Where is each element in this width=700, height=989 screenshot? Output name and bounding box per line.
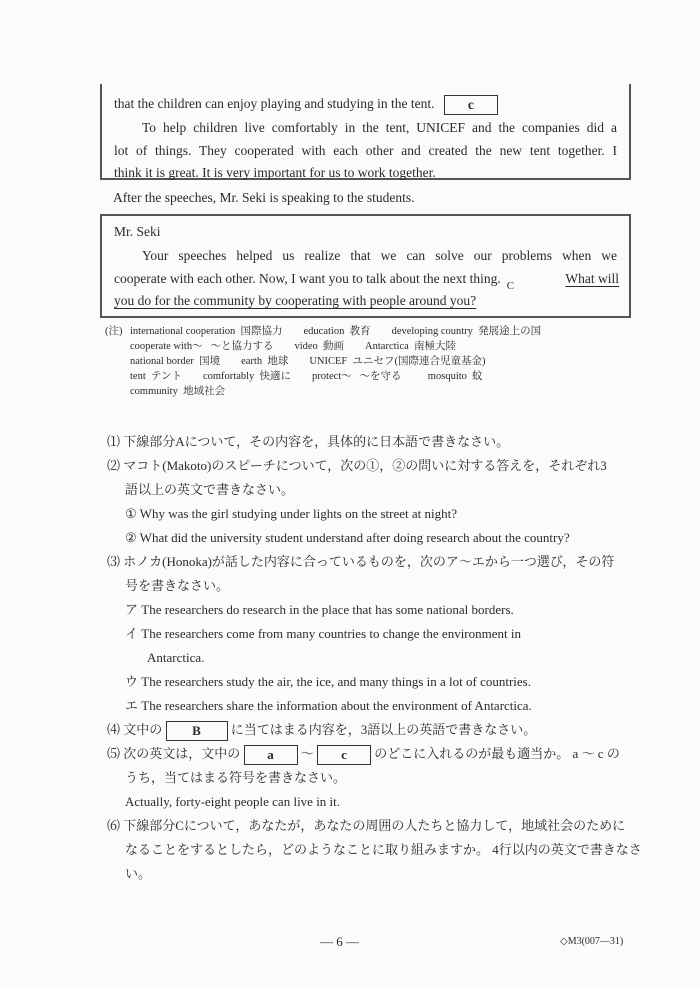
question-6-cont: い。 — [125, 866, 152, 881]
speech-line: Your speeches helped us realize that we can solve our problems when we — [142, 248, 617, 263]
question-1: ⑴ 下線部分Aについて，その内容を，具体的に日本語で書きなさい。 — [107, 434, 510, 449]
option-i-cont: Antarctica. — [147, 650, 205, 665]
question-2-2: ② What did the university student understand after doing research about the country? — [125, 530, 570, 545]
speech-line: To help children live comfortably in the tent, UNICEF and the companies did a — [142, 120, 617, 135]
question-6-cont: なることをするとしたら，どのようなことに取り組みますか。 4行以内の英文で書きなさ — [125, 842, 642, 857]
option-a: ア The researchers do research in the place that has some national borders. — [125, 602, 514, 617]
text: ⑷ 文中の — [107, 722, 163, 737]
blank-a: a — [244, 745, 298, 765]
option-e: エ The researchers share the information about the environment of Antarctica. — [125, 698, 532, 713]
narration: After the speeches, Mr. Seki is speaking to the students. — [113, 190, 415, 205]
question-2-1: ① Why was the girl studying under lights on the street at night? — [125, 506, 458, 521]
speech-line: think it is great. It is very important for us to work together. — [114, 165, 436, 180]
text: のどこに入れるのが最も適当か。 a ～ c の — [374, 746, 620, 761]
speech-line — [114, 92, 498, 116]
question-3: ⑶ ホノカ(Honoka)が話した内容に合っているものを，次のア～エから一つ選び，その符 — [107, 554, 615, 569]
question-5-sentence: Actually, forty-eight people can live in it. — [125, 794, 341, 809]
question-5 — [107, 742, 642, 766]
speaker-name: Mr. Seki — [114, 224, 161, 239]
blank-c: c — [444, 95, 498, 115]
glossary-line: community 地域社会 — [130, 386, 226, 397]
blank-b: B — [166, 721, 228, 741]
option-i: イ The researchers come from many countries to change the environment in — [125, 626, 521, 641]
option-u: ウ The researchers study the air, the ice, and many things in a lot of countries. — [125, 674, 531, 689]
question-2-cont: 語以上の英文で書きなさい。 — [125, 482, 295, 497]
glossary-line: national border 国境 earth 地球 UNICEF ユニセフ(国際連合児童基金) — [130, 356, 486, 367]
exam-code: ◇M3(007―31) — [560, 936, 624, 947]
underlined-question: What will — [565, 271, 619, 286]
question-2: ⑵ マコト(Makoto)のスピーチについて，次の①，②の問いに対する答えを，それぞれ3 — [107, 458, 607, 473]
glossary-line: cooperate with～ ～と協力する video 動画 Antarctica 南極大陸 — [130, 341, 457, 352]
glossary-line: tent テント comfortably 快適に protect～ ～を守る mosquito 蚊 — [130, 371, 483, 382]
text: cooperate with each other. Now, I want you to talk about the next thing. — [114, 271, 501, 286]
text: に当てはまる内容を，3語以上の英語で書きなさい。 — [230, 722, 537, 737]
text: that the children can enjoy playing and studying in the tent. — [114, 96, 435, 111]
question-3-cont: 号を書きなさい。 — [125, 578, 230, 593]
page-number: ― 6 ― — [320, 934, 359, 949]
speech-line: lot of things. They cooperated with each other and created the new tent together. I — [114, 143, 617, 158]
underlined-question: you do for the community by cooperating with people around you? — [114, 293, 477, 308]
glossary-line: international cooperation 国際協力 education 教育 developing country 発展途上の国 — [130, 326, 542, 337]
mr-seki-box — [100, 214, 631, 318]
speech-line — [114, 289, 476, 313]
speech-box-continued — [100, 84, 631, 180]
text: ⑸ 次の英文は，文中の — [107, 746, 241, 761]
glossary — [130, 324, 541, 399]
question-6: ⑹ 下線部分Cについて，あなたが，あなたの周囲の人たちと協力して，地域社会のために — [107, 818, 626, 833]
question-5-cont: うち，当てはまる符号を書きなさい。 — [125, 770, 347, 785]
questions — [107, 430, 642, 886]
notes-label: (注) — [105, 326, 123, 337]
text: ～ — [300, 746, 314, 761]
question-4 — [107, 718, 642, 742]
underline-marker-c: C — [506, 280, 515, 292]
blank-c: c — [317, 745, 371, 765]
